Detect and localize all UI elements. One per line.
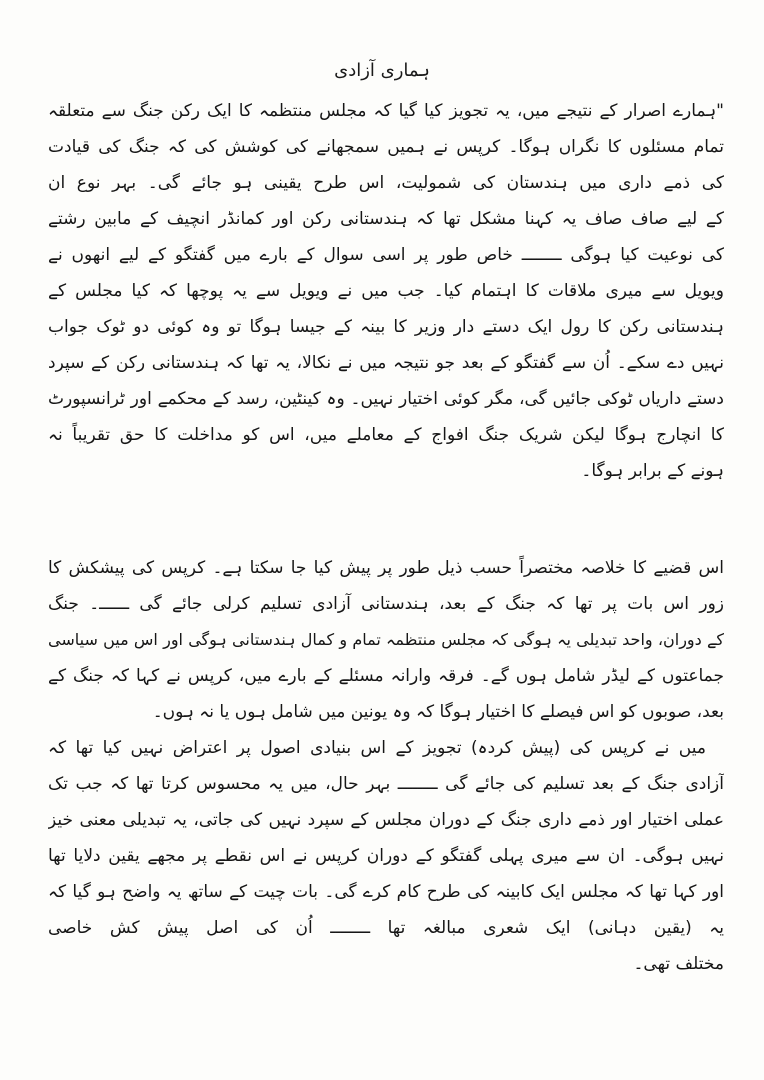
paragraph-1 bbox=[48, 93, 724, 489]
text-line: نہیں دے سکے۔ اُن سے گفتگو کے بعد جو نتیجہ میں نے نکالا، یہ تھا کہ ہندستانی رکن کے سپرد bbox=[48, 353, 724, 373]
text-line: میں نے کرپس کی (پیش کردہ) تجویز کے اس بنیادی اصول پر اعتراض نہیں کیا تھا کہ bbox=[48, 738, 706, 758]
text-line: دستے داریاں ٹوکی جائیں گی، مگر کوئی اختیار نہیں۔ وہ کینٹین، رسد کے محکمے اور ٹرانسپورٹ bbox=[48, 389, 724, 409]
text-line: کے لیے صاف صاف یہ کہنا مشکل تھا کہ ہندستانی رکن اور کمانڈر انچیف کے مابین رشتے bbox=[48, 209, 724, 229]
text-line: آزادی جنگ کے بعد تسلیم کی جائے گی ــــــــ بہر حال، میں یہ محسوس کرتا تھا کہ جب تک bbox=[48, 774, 724, 794]
paragraph-3 bbox=[48, 730, 724, 982]
text-line: جماعتوں کے لیڈر شامل ہوں گے۔ فرقہ وارانہ مسئلے کے بارے میں، کرپس نے کہا کہ جنگ کے bbox=[48, 666, 724, 686]
text-line: ویویل سے میری ملاقات کا اہتمام کیا۔ جب میں نے ویویل سے یہ پوچھا کہ کیا مجلس کے bbox=[48, 281, 724, 301]
text-line: عملی اختیار اور ذمے داری جنگ کے دوران مجلس کے سپرد نہیں کی جاتی، یہ تبدیلی معنی خیز bbox=[48, 810, 724, 830]
text-line: نہیں ہوگی۔ ان سے میری پہلی گفتگو کے دوران کرپس نے اس نقطے پر مجھے یقین دلایا تھا bbox=[48, 846, 724, 866]
text-line: اور کہا تھا کہ مجلس ایک کابینہ کی طرح کام کرے گی۔ بات چیت کے ساتھ یہ واضح ہو گیا کہ bbox=[48, 882, 724, 902]
text-line: ہونے کے برابر ہوگا۔ bbox=[581, 461, 724, 481]
text-line: "ہمارے اصرار کے نتیجے میں، یہ تجویز کیا گیا کہ مجلس منتظمہ کا ایک رکن جنگ سے متعلقہ bbox=[48, 101, 724, 121]
page-title: ہماری آزادی bbox=[334, 60, 430, 81]
text-line: کا انچارج ہوگا لیکن شریک جنگ افواج کے معاملے میں، اس کو مداخلت کا حق تقریباً نہ bbox=[48, 425, 724, 445]
text-line: ہندستانی رکن کا رول ایک دستے دار وزیر کا بینہ کے جیسا ہوگا تو وہ کوئی دو ٹوک جواب bbox=[48, 317, 724, 337]
text-line: کی نوعیت کیا ہوگی ــــــــ خاص طور پر اسی سوال کے بارے میں گفتگو کے لیے انھوں نے bbox=[48, 245, 724, 265]
paragraph-2 bbox=[48, 550, 724, 730]
text-line: زور اس بات پر تھا کہ جنگ کے بعد، ہندستانی آزادی تسلیم کرلی جائے گی ــــــ۔ جنگ bbox=[48, 594, 724, 614]
text-line: تمام مسئلوں کا نگراں ہوگا۔ کرپس نے ہمیں سمجھانے کی کوشش کی کہ جنگ کی قیادت bbox=[48, 137, 724, 157]
text-line: کی ذمے داری میں ہندستان کی شمولیت، اس طرح یقینی ہو جائے گی۔ بہر نوع ان bbox=[48, 173, 724, 193]
text-line: یہ (یقین دہانی) ایک شعری مبالغہ تھا ــــــــ اُن کی اصل پیش کش خاصی bbox=[48, 918, 724, 938]
text-line: کے دوران، واحد تبدیلی یہ ہوگی کہ مجلس منتظمہ تمام و کمال ہندستانی ہوگی اور اس میں سیاسی bbox=[48, 630, 724, 649]
text-line: بعد، صوبوں کو اس فیصلے کا اختیار ہوگا کہ وہ یونین میں شامل ہوں یا نہ ہوں۔ bbox=[152, 702, 724, 722]
text-line: اس قضیے کا خلاصہ مختصراً حسب ذیل طور پر پیش کیا جا سکتا ہے۔ کرپس کی پیشکش کا bbox=[48, 558, 724, 578]
text-line: مختلف تھی۔ bbox=[633, 954, 724, 974]
